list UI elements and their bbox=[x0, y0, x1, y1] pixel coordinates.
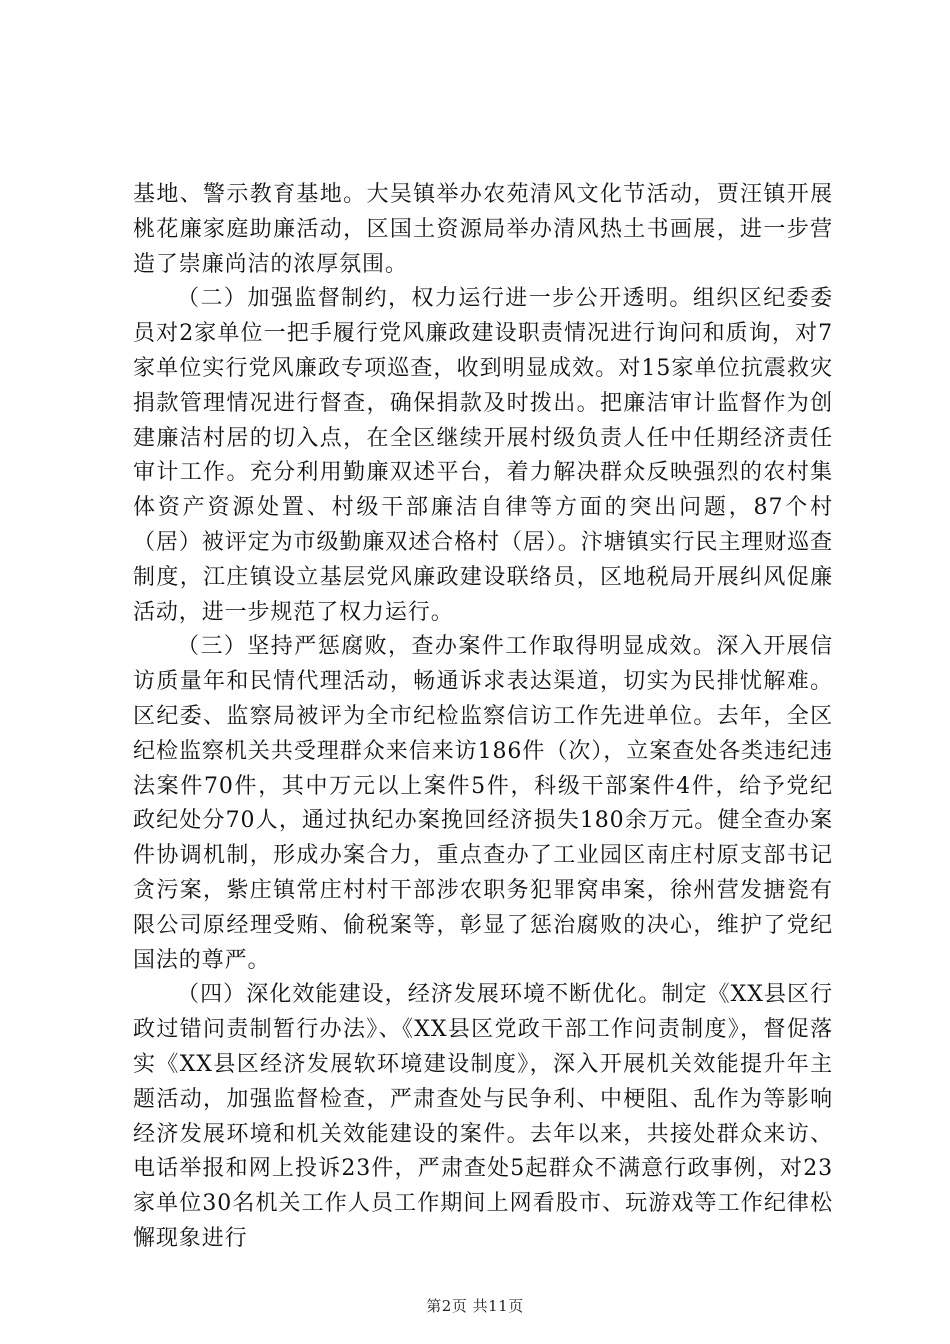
paragraph-efficiency: （四）深化效能建设，经济发展环境不断优化。制定《XX县区行政过错问责制暂行办法》、《XX县区党政干部工作问责制度》，督促落实《XX县区经济发展软环境建设制度》，深入开展机关效能提升年主题活动，加强监督检查，严肃查处与民争利、中梗阻、乱作为等影响经济发展环境和机关效能建设的案件。去年以来，共接处群众来访、电话举报和网上投诉23件，严肃查处5起群众不满意行政事例，对23家单位30名机关工作人员工作期间上网看股市、玩游戏等工作纪律松懈现象进行 bbox=[133, 982, 833, 1251]
page-footer: 第2页 共11页 bbox=[426, 1297, 524, 1315]
paragraph-supervision: （二）加强监督制约，权力运行进一步公开透明。组织区纪委委员对2家单位一把手履行党风廉政建设职责情况进行询问和质询，对7家单位实行党风廉政专项巡查，收到明显成效。对15家单位抗震救灾捐款管理情况进行督查，确保捐款及时拨出。把廉洁审计监督作为创建廉洁村居的切入点，在全区继续开展村级负责人任中任期经济责任审计工作。充分利用勤廉双述平台，着力解决群众反映强烈的农村集体资产资源处置、村级干部廉洁自律等方面的突出问题，87个村（居）被评定为市级勤廉双述合格村（居）。汴塘镇实行民主理财巡查制度，江庄镇设立基层党风廉政建设联络员，区地税局开展纠风促廉活动，进一步规范了权力运行。 bbox=[133, 286, 833, 625]
document-body bbox=[133, 178, 833, 1257]
paragraph-continuation: 基地、警示教育基地。大吴镇举办农苑清风文化节活动，贾汪镇开展桃花廉家庭助廉活动，区国土资源局举办清风热土书画展，进一步营造了崇廉尚洁的浓厚氛围。 bbox=[133, 182, 833, 277]
paragraph-anti-corruption: （三）坚持严惩腐败，查办案件工作取得明显成效。深入开展信访质量年和民情代理活动，畅通诉求表达渠道，切实为民排忧解难。区纪委、监察局被评为全市纪检监察信访工作先进单位。去年，全区纪检监察机关共受理群众来信来访186件（次），立案查处各类违纪违法案件70件，其中万元以上案件5件，科级干部案件4件，给予党纪政纪处分70人，通过执纪办案挽回经济损失180余万元。健全查办案件协调机制，形成办案合力，重点查办了工业园区南庄村原支部书记贪污案，紫庄镇常庄村村干部涉农职务犯罪窝串案，徐州营发搪瓷有限公司原经理受贿、偷税案等，彰显了惩治腐败的决心，维护了党纪国法的尊严。 bbox=[133, 634, 833, 973]
